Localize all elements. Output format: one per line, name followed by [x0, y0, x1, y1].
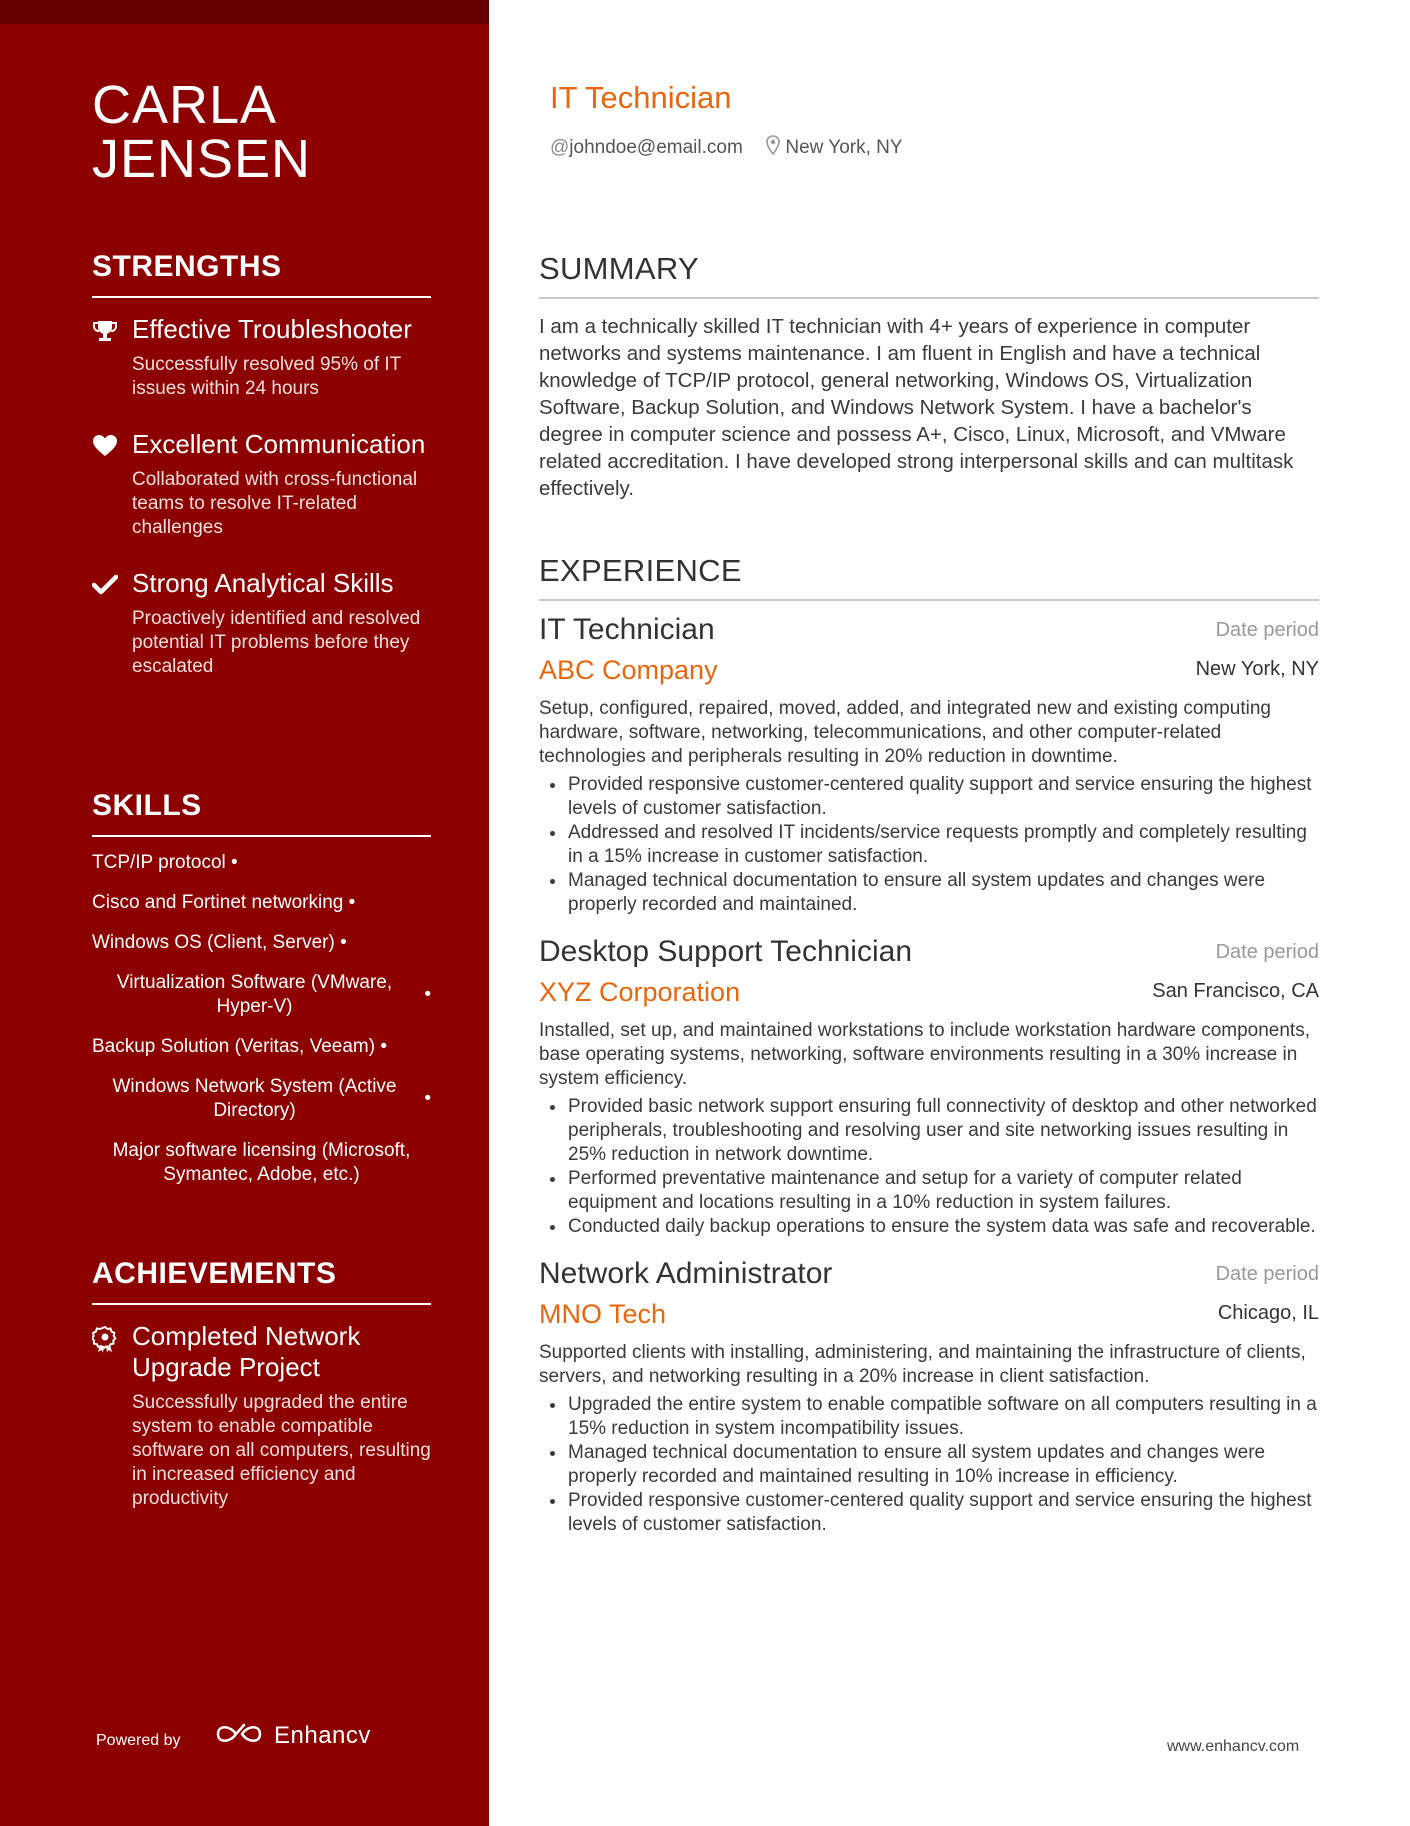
skill-label: TCP/IP protocol	[92, 852, 226, 873]
job-role: Network Administrator	[539, 1257, 833, 1290]
job-bullets	[539, 1095, 1319, 1239]
job-bullet: • Addressed and resolved IT incidents/service requests promptly and completely resulting in a 15% increase in customer satisfaction.	[567, 821, 1319, 869]
sidebar	[0, 0, 489, 1826]
job-bullet: • Provided basic network support ensuring full connectivity of desktop and other networked peripherals, troubleshooting and resolving user and site networking issues resulting in 25% reduction in network downtime.	[567, 1095, 1319, 1167]
job-date: Date period	[1215, 941, 1319, 963]
location-text: New York, NY	[785, 137, 903, 158]
achievements-heading: ACHIEVEMENTS	[92, 1257, 431, 1305]
location-pin-icon	[766, 135, 780, 161]
job-company: XYZ Corporation	[539, 977, 741, 1007]
job-company: ABC Company	[539, 655, 718, 685]
strength-item	[92, 429, 431, 540]
job-role: Desktop Support Technician	[539, 935, 913, 968]
job-subheader	[539, 1297, 1319, 1341]
summary-text: I am a technically skilled IT technician with 4+ years of experience in computer networks and systems maintenance. I am fluent in English and have a technical knowledge of TCP/IP protocol, general networking, Windows OS, Virtualization Software, Backup Solution, and Windows Network System. I have a bachelor's degree in computer science and possess A+, Cisco, Linux, Microsoft, and VMware related accreditation. I have developed strong interpersonal skills and can multitask effectively.	[539, 315, 1294, 500]
job-bullet: • Managed technical documentation to ensure all system updates and changes were properly recorded and maintained.	[567, 869, 1319, 917]
strength-description: Proactively identified and resolved potential IT problems before they escalated	[132, 608, 421, 677]
skill-label: Major software licensing (Microsoft, Symantec, Adobe, etc.)	[112, 1140, 411, 1185]
strength-description: Collaborated with cross-functional teams to resolve IT-related challenges	[132, 469, 418, 538]
skill-item	[92, 971, 431, 1019]
award-medal-icon	[92, 1325, 118, 1351]
skill-label: Cisco and Fortinet networking	[92, 892, 344, 913]
skill-separator: •	[348, 892, 356, 913]
experience-section	[539, 553, 1319, 1537]
skill-separator: •	[340, 932, 347, 953]
strength-title: Effective Troubleshooter	[132, 314, 412, 344]
job-subheader	[539, 975, 1319, 1019]
achievement-description: Successfully upgraded the entire system to enable compatible software on all computers, resulting in increased efficiency and productivity	[132, 1392, 431, 1509]
email-icon: @	[550, 137, 570, 158]
enhancv-logo-icon[interactable]	[214, 1721, 264, 1752]
job-bullets	[539, 1393, 1319, 1537]
job-entry	[539, 613, 1319, 917]
first-name: CARLA	[92, 75, 278, 135]
strength-description: Successfully resolved 95% of IT issues within 24 hours	[132, 354, 401, 399]
job-header	[539, 613, 1319, 653]
checkmark-icon	[92, 572, 118, 598]
achievement-item	[92, 1321, 431, 1511]
skill-label: Virtualization Software (VMware, Hyper-V)	[116, 972, 393, 1017]
skills-heading: SKILLS	[92, 789, 431, 837]
email-link[interactable]: johndoe@email.com	[569, 137, 743, 158]
job-location: Chicago, IL	[1217, 1302, 1319, 1324]
experience-heading: EXPERIENCE	[539, 553, 1319, 601]
skill-label: Backup Solution (Veritas, Veeam)	[92, 1036, 376, 1057]
enhancv-brand[interactable]: Enhancv	[274, 1722, 371, 1749]
job-bullets	[539, 773, 1319, 917]
job-header	[539, 1257, 1319, 1297]
sidebar-top-bar	[0, 0, 489, 24]
summary-heading: SUMMARY	[539, 251, 1319, 299]
job-role: IT Technician	[539, 613, 715, 646]
job-location: New York, NY	[1195, 658, 1319, 680]
strengths-heading: STRENGTHS	[92, 250, 431, 298]
skills-list	[92, 851, 431, 1187]
job-date: Date period	[1215, 1263, 1319, 1285]
strength-title: Excellent Communication	[132, 429, 426, 459]
job-bullet: • Provided responsive customer-centered quality support and service ensuring the highest levels of customer satisfaction.	[567, 773, 1319, 821]
skill-separator: •	[424, 1088, 431, 1109]
job-description: Setup, configured, repaired, moved, added, and integrated new and existing computing hardware, software, networking, telecommunications, and other computer-related technologies and peripherals resulting in 20% reduction in downtime.	[539, 698, 1271, 767]
job-description: Installed, set up, and maintained workstations to include workstation hardware components, base operating systems, networking, software environments resulting in a 30% increase in system efficiency.	[539, 1020, 1310, 1089]
strength-title: Strong Analytical Skills	[132, 568, 394, 598]
skill-item	[92, 891, 431, 915]
skill-separator: •	[231, 852, 238, 873]
achievements-section	[92, 1257, 431, 1511]
strength-item	[92, 568, 431, 679]
strength-item	[92, 314, 431, 401]
job-subheader	[539, 653, 1319, 697]
job-bullet: • Conducted daily backup operations to ensure the system data was safe and recoverable.	[567, 1215, 1319, 1239]
skills-section	[92, 789, 431, 1203]
skill-item	[92, 1035, 431, 1059]
skill-separator: •	[380, 1036, 387, 1057]
job-header	[539, 935, 1319, 975]
skill-item	[92, 931, 431, 955]
powered-by-label: Powered by	[96, 1732, 181, 1749]
job-date: Date period	[1215, 619, 1319, 641]
person-name	[92, 75, 312, 189]
heart-icon	[92, 433, 118, 459]
trophy-icon	[92, 318, 118, 344]
contact-info	[550, 135, 903, 161]
job-bullet: • Provided responsive customer-centered quality support and service ensuring the highest levels of customer satisfaction.	[567, 1489, 1319, 1537]
job-location: San Francisco, CA	[1152, 980, 1319, 1002]
skill-item	[92, 851, 431, 875]
job-company: MNO Tech	[539, 1299, 667, 1329]
skill-label: Windows Network System (Active Directory)	[112, 1076, 397, 1121]
job-bullet: • Performed preventative maintenance and setup for a variety of computer related equipment and locations resulting in a 10% reduction in system failures.	[567, 1167, 1319, 1215]
achievement-title: Completed Network Upgrade Project	[132, 1321, 361, 1382]
job-description: Supported clients with installing, administering, and maintaining the infrastructure of clients, servers, and networking resulting in a 20% increase in client satisfaction.	[539, 1342, 1306, 1387]
job-bullet: • Upgraded the entire system to enable compatible software on all computers resulting in a 15% reduction in system incompatibility issues.	[567, 1393, 1319, 1441]
job-entry	[539, 1257, 1319, 1537]
summary-section	[539, 251, 1319, 502]
strengths-section	[92, 250, 431, 679]
job-bullet: • Managed technical documentation to ensure all system updates and changes were properly recorded and maintained resulting in 10% increase in efficiency.	[567, 1441, 1319, 1489]
skill-item	[92, 1075, 431, 1123]
skill-item	[92, 1139, 431, 1187]
footer-website-link[interactable]: www.enhancv.com	[1167, 1738, 1300, 1755]
last-name: JENSEN	[92, 129, 312, 189]
header-job-title: IT Technician	[550, 80, 732, 115]
skill-separator: •	[424, 984, 431, 1005]
skill-label: Windows OS (Client, Server)	[92, 932, 335, 953]
job-entry	[539, 935, 1319, 1239]
